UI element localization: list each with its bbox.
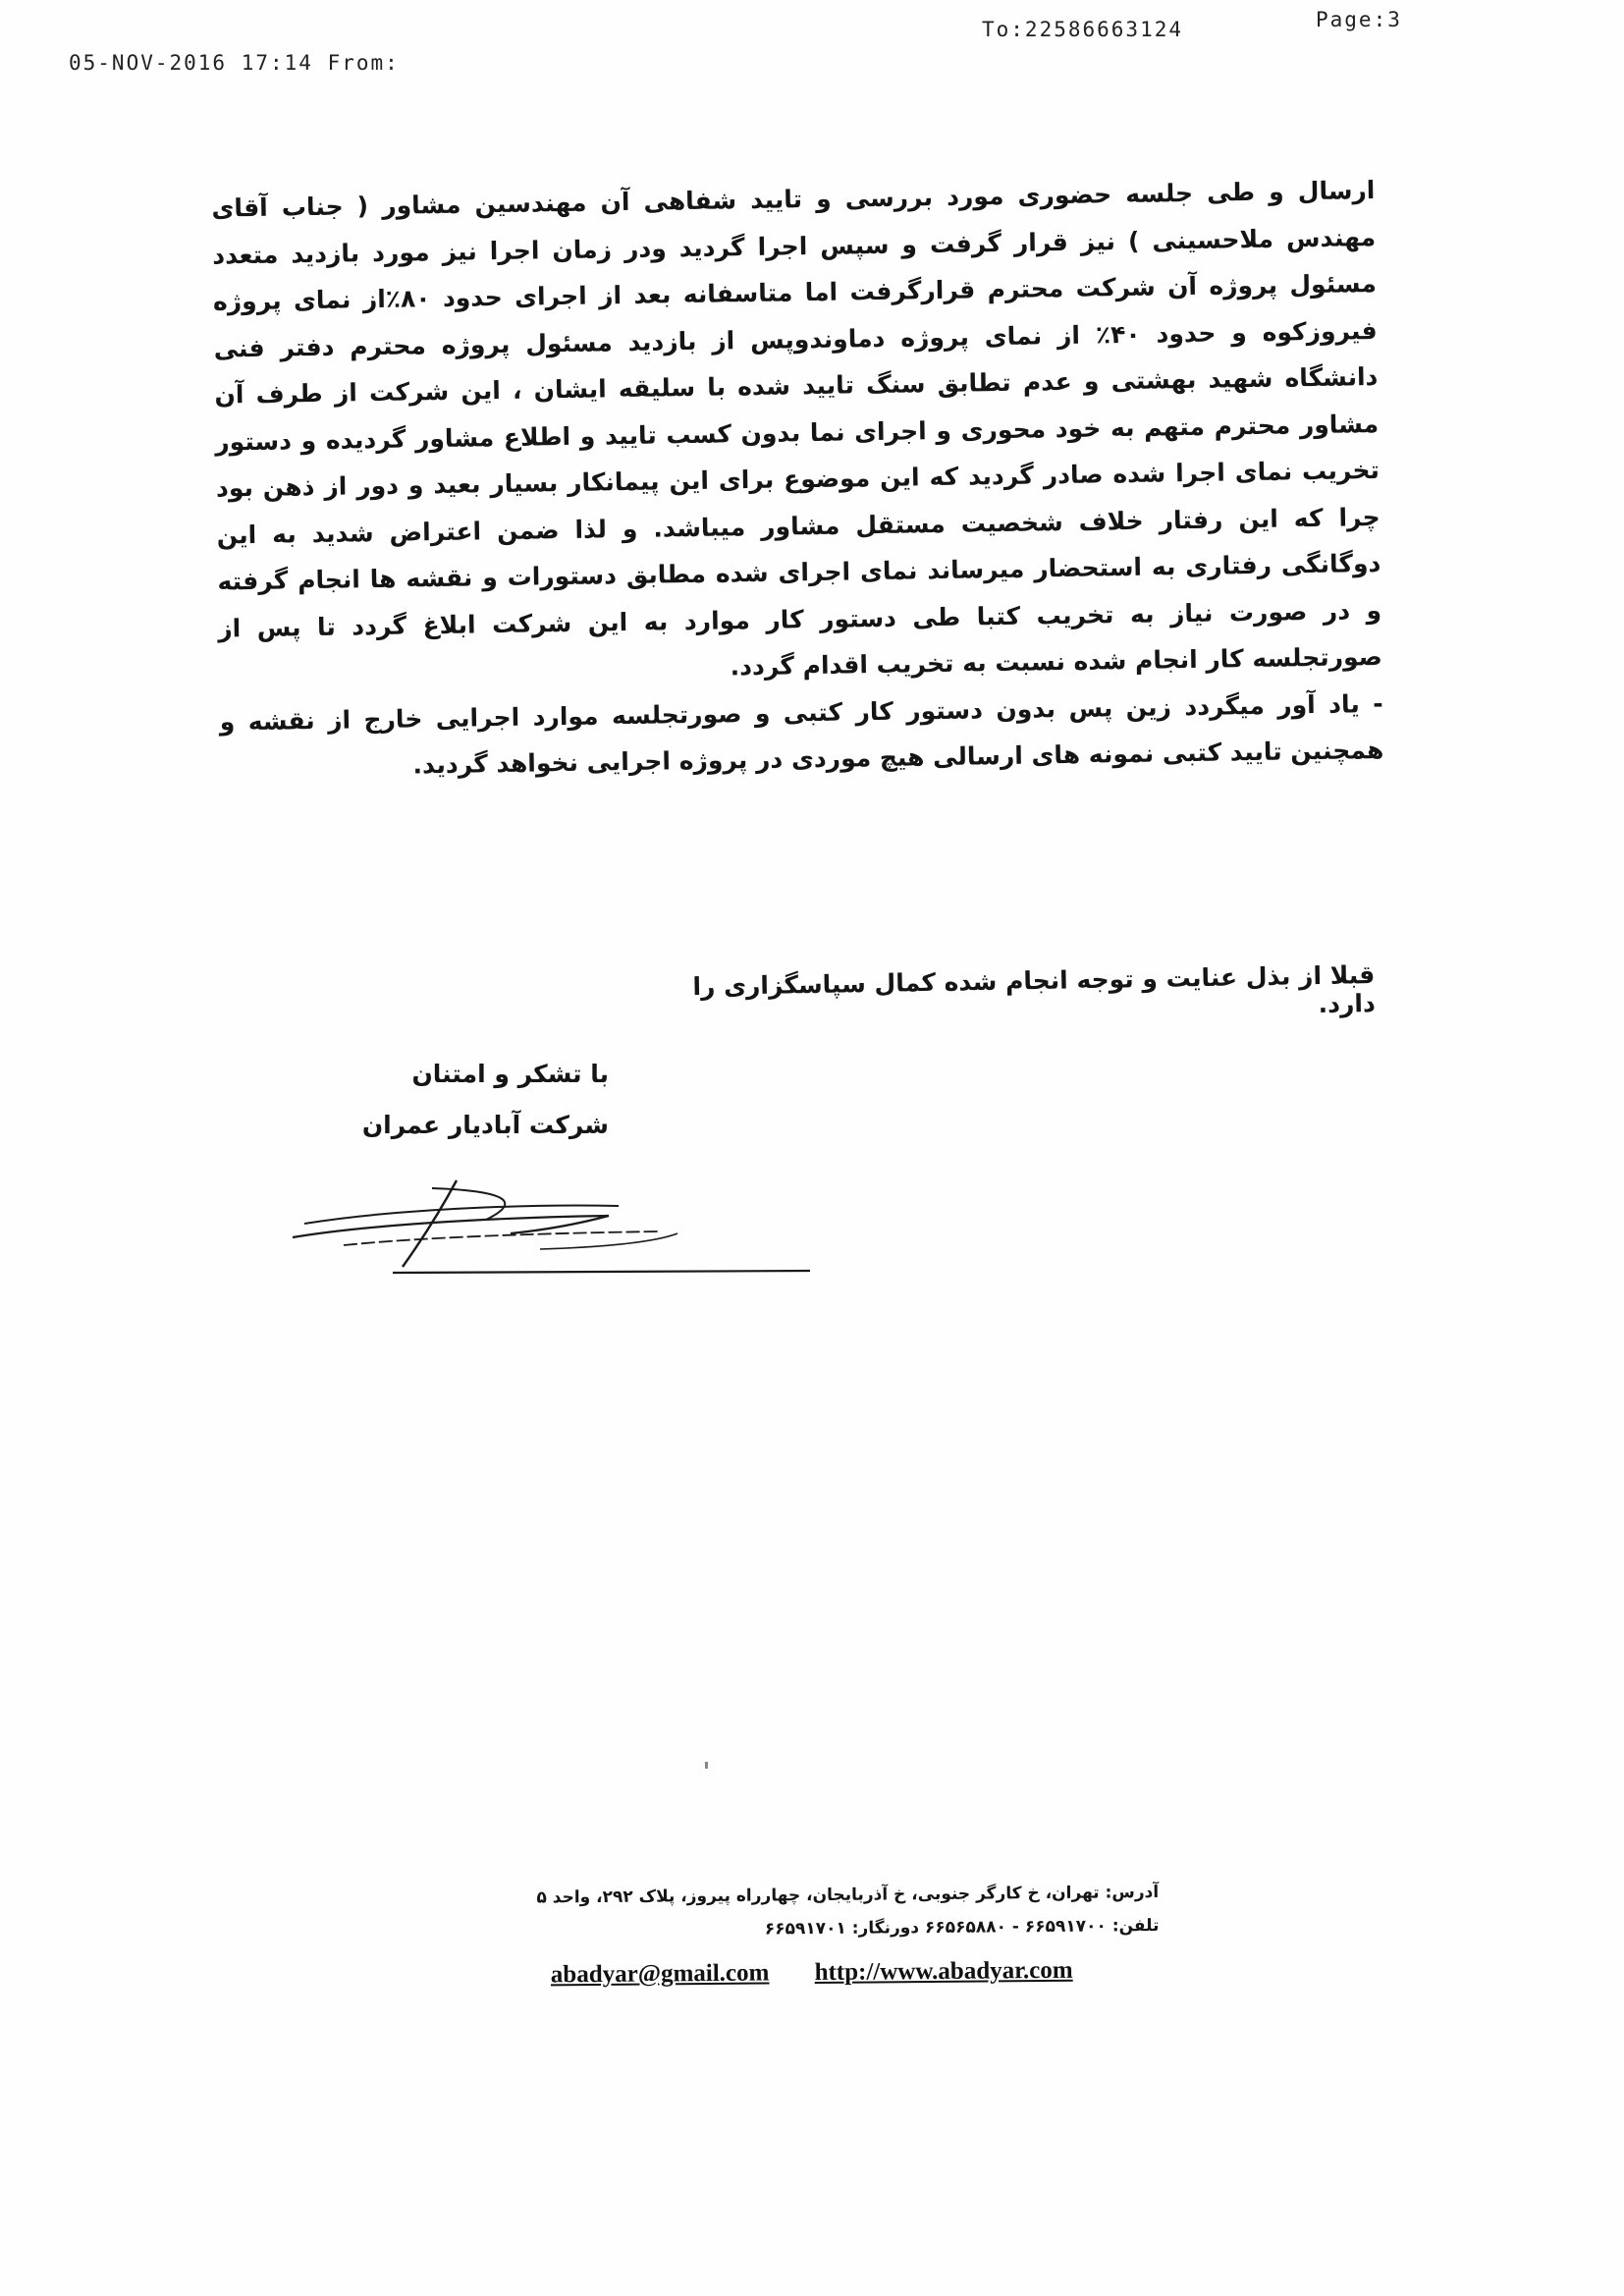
salutation: با تشکر و امتنان <box>411 1060 609 1088</box>
website-link[interactable]: http://www.abadyar.com <box>814 1956 1073 1987</box>
letter-body <box>211 167 1384 792</box>
letter-paragraph: ارسال و طی جلسه حضوری مورد بررسی و تایید شفاهی آن مهندسین مشاور ( جناب آقای مهندس ملاحسینی ) نیز قرار گرفت و سپس اجرا گردید ودر زمان اجرا نیز مورد بازدید متعدد مسئول پروژه آن شرکت محترم قرارگرفت اما متاسفانه بعد از اجرای حدود ۸۰٪از نمای پروژه فیروزکوه و حدود ۴۰٪ از نمای پروژه دماوندوپس از بازدید مسئول پروژه محترم دفتر فنی دانشگاه شهید بهشتی و عدم تطابق سنگ تایید شده با سلیقه ایشان ، این شرکت از طرف آن مشاور محترم متهم به خود محوری و اجرای نما بدون کسب تایید و اطلاع مشاور گردیده و دستور تخریب نمای اجرا شده صادر گردید که این موضوع برای این پیمانکار بسیار بعید و دور از ذهن بود چرا که این رفتار خلاف شخصیت مستقل مشاور میباشد. و لذا ضمن اعتراض شدید به این دوگانگی رفتاری به استحضار میرساند نمای اجرای شده مطابق دستورات و نقشه ها انجام گرفته و در صورت نیاز به تخریب کتبا طی دستور کار موارد به این شرکت ابلاغ گردد تا پس از صورتجلسه کار انجام شده نسبت به تخریب اقدام گردد. <box>211 175 1383 682</box>
company-name: شرکت آبادیار عمران <box>361 1111 609 1139</box>
scan-speck <box>705 1762 708 1769</box>
closing-block <box>295 1049 609 1151</box>
fax-recipient-header: To:22586663124 <box>982 18 1184 41</box>
letterhead-footer <box>511 1876 1160 1990</box>
contact-links <box>512 1956 1160 1990</box>
fax-page-number: Page:3 <box>1316 8 1402 31</box>
letter-note-paragraph: - یاد آور میگردد زین پس بدون دستور کار کتبی و صورتجلسه موارد اجرایی خارج از نقشه و همچنین تایید کتبی نمونه های ارسالی هیچ موردی در پروژه اجرایی نخواهد گردید. <box>219 688 1384 780</box>
signature <box>285 1169 815 1277</box>
fax-date-header: 05-NOV-2016 17:14 From: <box>69 51 400 75</box>
company-phones: تلفن: ۶۶۵۹۱۷۰۰ - ۶۶۵۶۵۸۸۰ دورنگار: ۶۶۵۹۱۷۰۱ <box>764 1915 1160 1940</box>
email-link[interactable]: abadyar@gmail.com <box>550 1959 770 1989</box>
company-address: آدرس: تهران، خ کارگر جنوبی، خ آذربایجان، چهارراه پیروز، پلاک ۲۹۲، واحد ۵ <box>536 1882 1160 1908</box>
thanks-line: قبلا از بذل عنایت و توجه انجام شده کمال سپاسگزاری را دارد. <box>692 960 1377 1019</box>
